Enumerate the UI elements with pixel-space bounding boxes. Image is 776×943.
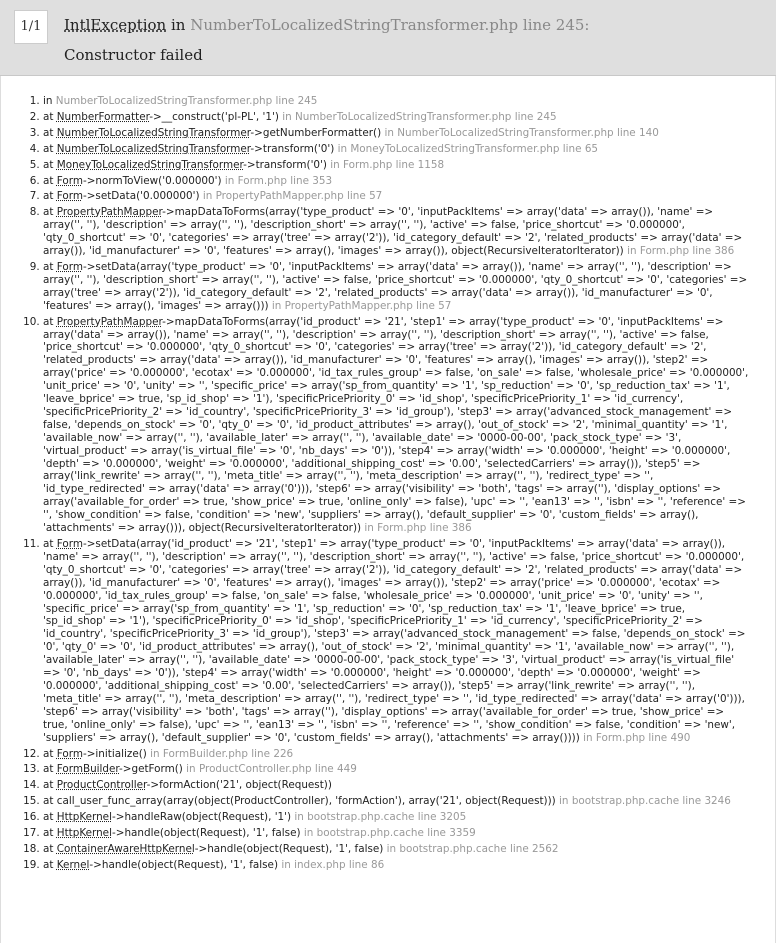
exception-title — [64, 10, 764, 70]
frame-class[interactable]: Kernel — [56, 858, 90, 871]
stack-frame — [43, 827, 749, 840]
frame-separator: -> — [89, 858, 102, 871]
frame-separator: -> — [82, 190, 96, 203]
frame-call: setData(array('type_product' => '0', 'inputPackItems' => array('data' => array()), 'name' => array('', ''), 'description' => array('', ''), 'description_short' => array('', ''), 'active' => false, 'price_shortcut' => '0.000000', 'qty_0_shortcut' => '0', 'categories' => array('tree' => array('2')), 'id_category_default' => '2', 'related_products' => array('data' => array()), 'id_manufacturer' => '0', 'features' => array(), 'images' => array())) — [43, 260, 748, 312]
stack-frame — [43, 748, 749, 761]
stack-frame — [43, 538, 749, 745]
frame-class[interactable]: HttpKernel — [56, 827, 112, 840]
stack-trace-list — [1, 76, 775, 872]
frame-prefix: at — [43, 110, 54, 123]
frame-prefix: at — [43, 827, 54, 840]
frame-prefix: at — [43, 206, 54, 219]
frame-separator: -> — [82, 538, 96, 550]
frame-separator: -> — [82, 260, 96, 273]
frame-call: __construct('pl-PL', '1') — [161, 110, 279, 123]
frame-prefix: at — [43, 260, 54, 273]
frame-call: transform('0') — [255, 158, 327, 171]
stack-frame — [43, 143, 749, 156]
frame-file: in PropertyPathMapper.php line 57 — [202, 190, 383, 203]
frame-call: getNumberFormatter() — [262, 126, 382, 139]
frame-class[interactable]: Form — [56, 260, 83, 273]
stack-frame — [43, 843, 749, 856]
exception-file: NumberToLocalizedStringTransformer.php — [190, 16, 519, 34]
exception-header — [0, 0, 776, 76]
exception-class[interactable]: IntlException — [64, 16, 167, 34]
frame-prefix: at — [43, 811, 54, 824]
frame-separator: -> — [149, 110, 162, 123]
exception-message: Constructor failed — [64, 46, 203, 64]
frame-file: in NumberToLocalizedStringTransformer.php line 140 — [384, 126, 659, 139]
frame-file: in bootstrap.php.cache line 2562 — [386, 842, 559, 855]
frame-class[interactable]: FormBuilder — [56, 763, 120, 776]
frame-call: setData(array('id_product' => '21', 'step1' => array('type_product' => '0', 'inputPackItems' => array('data' => array()), 'name' => array('', ''), 'description' => array('', ''), 'description_short' => array('', ''), 'active' => false, 'price_shortcut' => '0.000000', 'qty_0_shortcut' => '0', 'categories' => array('tree' => array('2')), 'id_category_default' => '2', 'related_products' => array('data' => array()), 'id_manufacturer' => '0', 'features' => array(), 'images' => array()), 'step2' => array('price' => '0.000000', 'ecotax' => '0.000000', 'id_tax_rules_group' => false, 'on_sale' => false, 'wholesale_price' => '0.000000', 'unit_price' => '0', 'unity' => '', 'specific_price' => array('sp_from_quantity' => '1', 'sp_reduction' => '0', 'sp_reduction_tax' => '1', 'leave_bprice' => true, 'sp_id_shop' => '1'), 'specificPricePriority_0' => 'id_shop', 'specificPricePriority_1' => 'id_currency', 'specificPricePriority_2' => 'id_country', 'specificPricePriority_3' => 'id_group'), 'step3' => array('advanced_stock_management' => false, 'depends_on_stock' => '0', 'qty_0' => '0', 'id_product_attributes' => array(), 'out_of_stock' => '2', 'minimal_quantity' => '1', 'available_now' => array('', ''), 'available_later' => array('', ''), 'available_date' => '0000-00-00', 'pack_stock_type' => '3', 'virtual_product' => array('is_virtual_file' => '0', 'nb_days' => '0')), 'step4' => array('width' => '0.000000', 'height' => '0.000000', 'depth' => '0.000000', 'weight' => '0.000000', 'additional_shipping_cost' => '0.00', 'selectedCarriers' => array()), 'step5' => array('link_rewrite' => array('', ''), 'meta_title' => array('', ''), 'meta_description' => array('', ''), 'redirect_type' => '', 'id_type_redirected' => array('data' => array('0'))), 'step6' => array('visibility' => 'both', 'tags' => array(''), 'display_options' => array('available_for_order' => true, 'show_price' => true, 'online_only' => false), 'upc' => '', 'ean13' => '', 'isbn' => '', 'reference' => '', 'show_condition' => false, 'condition' => 'new', 'suppliers' => array(), 'default_supplier' => '0', 'custom_fields' => array(), 'attachments' => array()))) — [43, 538, 746, 744]
frame-call: handle(object(Request), '1', false) — [124, 827, 301, 840]
stack-frame — [43, 795, 749, 808]
frame-prefix: at — [43, 747, 54, 760]
frame-prefix: at — [43, 315, 54, 328]
frame-class[interactable]: Form — [56, 747, 83, 760]
frame-prefix: at — [43, 763, 54, 776]
exception-line: line 245: — [522, 16, 590, 34]
frame-separator: -> — [146, 779, 160, 792]
frame-separator: -> — [111, 811, 125, 824]
frame-call: mapDataToForms(array('id_product' => '21', 'step1' => array('type_product' => '0', 'inputPackItems' => array('data' => array()), 'name' => array('', ''), 'description' => array('', ''), 'description_short' => array('', ''), 'active' => false, 'price_shortcut' => '0.000000', 'qty_0_shortcut' => '0', 'categories' => array('tree' => array('2')), 'id_category_default' => '2', 'related_products' => array('data' => array()), 'id_manufacturer' => '0', 'features' => array(), 'images' => array()), 'step2' => array('price' => '0.000000', 'ecotax' => '0.000000', 'id_tax_rules_group' => false, 'on_sale' => false, 'wholesale_price' => '0.000000', 'unit_price' => '0', 'unity' => '', 'specific_price' => array('sp_from_quantity' => '1', 'sp_reduction' => '0', 'sp_reduction_tax' => '1', 'leave_bprice' => true, 'sp_id_shop' => '1'), 'specificPricePriority_0' => 'id_shop', 'specificPricePriority_1' => 'id_currency', 'specificPricePriority_2' => 'id_country', 'specificPricePriority_3' => 'id_group'), 'step3' => array('advanced_stock_management' => false, 'depends_on_stock' => '0', 'qty_0' => '0', 'id_product_attributes' => array(), 'out_of_stock' => '2', 'minimal_quantity' => '1', 'available_now' => array('', ''), 'available_later' => array('', ''), 'available_date' => '0000-00-00', 'pack_stock_type' => '3', 'virtual_product' => array('is_virtual_file' => '0', 'nb_days' => '0')), 'step4' => array('width' => '0.000000', 'height' => '0.000000', 'depth' => '0.000000', 'weight' => '0.000000', 'additional_shipping_cost' => '0.00', 'selectedCarriers' => array()), 'step5' => array('link_rewrite' => array('', ''), 'meta_title' => array('', ''), 'meta_description' => array('', ''), 'redirect_type' => '', 'id_type_redirected' => array('data' => array('0'))), 'step6' => array('visibility' => 'both', 'tags' => array(''), 'display_options' => array('available_for_order' => true, 'show_price' => true, 'online_only' => false), 'upc' => '', 'ean13' => '', 'isbn' => '', 'reference' => '', 'show_condition' => false, 'condition' => 'new', 'suppliers' => array(), 'default_supplier' => '0', 'custom_fields' => array(), 'attachments' => array())), object(RecursiveIteratorIterator)) — [43, 315, 749, 535]
frame-call: initialize() — [95, 747, 147, 760]
frame-call: transform('0') — [262, 142, 335, 155]
frame-class[interactable]: Form — [56, 174, 83, 187]
frame-prefix: at — [43, 190, 54, 203]
frame-file: in Form.php line 490 — [583, 731, 691, 744]
frame-call: handle(object(Request), '1', false) — [207, 842, 384, 855]
stack-frame — [43, 779, 749, 792]
frame-separator: -> — [243, 158, 256, 171]
frame-prefix: at — [43, 858, 54, 871]
stack-frame — [43, 175, 749, 188]
stack-frame — [43, 95, 749, 108]
frame-class[interactable]: PropertyPathMapper — [56, 315, 163, 328]
frame-separator: -> — [82, 747, 96, 760]
frame-file: in PropertyPathMapper.php line 57 — [271, 299, 452, 312]
frame-prefix: at — [43, 842, 54, 855]
frame-file: in FormBuilder.php line 226 — [150, 747, 294, 760]
frame-call: formAction('21', object(Request)) — [159, 779, 332, 792]
frame-class[interactable]: ContainerAwareHttpKernel — [56, 842, 195, 855]
frame-file: in ProductController.php line 449 — [186, 763, 357, 776]
frame-class[interactable]: HttpKernel — [56, 811, 112, 824]
stack-frame — [43, 159, 749, 172]
frame-class[interactable]: NumberFormatter — [56, 110, 150, 123]
frame-call: call_user_func_array(array(object(ProductController), 'formAction'), array('21', object(Request))) — [56, 795, 556, 808]
stack-frame — [43, 763, 749, 776]
frame-prefix: at — [43, 795, 54, 808]
frame-separator: -> — [250, 142, 263, 155]
frame-separator: -> — [250, 126, 263, 139]
frame-file: in bootstrap.php.cache line 3205 — [294, 811, 467, 824]
frame-file: in Form.php line 386 — [627, 245, 735, 258]
frame-call: handle(object(Request), '1', false) — [101, 858, 278, 871]
frame-class[interactable]: PropertyPathMapper — [56, 206, 163, 219]
exception-in-word: in — [171, 16, 186, 34]
frame-file: in MoneyToLocalizedStringTransformer.php line 65 — [337, 142, 599, 155]
exception-counter: 1/1 — [14, 10, 48, 44]
frame-class[interactable]: Form — [56, 538, 83, 550]
frame-class[interactable]: NumberToLocalizedStringTransformer — [56, 142, 251, 155]
frame-file: in NumberToLocalizedStringTransformer.php line 245 — [282, 110, 557, 123]
stack-frame — [43, 261, 749, 313]
frame-class[interactable]: NumberToLocalizedStringTransformer — [56, 126, 251, 139]
frame-file: NumberToLocalizedStringTransformer.php line 245 — [55, 95, 318, 107]
stack-frame — [43, 190, 749, 203]
frame-prefix: at — [43, 538, 54, 550]
frame-call: normToView('0.000000') — [95, 174, 222, 187]
frame-call: handleRaw(object(Request), '1') — [124, 811, 292, 824]
frame-prefix: at — [43, 158, 54, 171]
frame-separator: -> — [162, 206, 175, 219]
frame-separator: -> — [111, 827, 125, 840]
frame-separator: -> — [162, 315, 175, 328]
frame-file: in bootstrap.php.cache line 3359 — [303, 827, 476, 840]
stack-frame — [43, 206, 749, 258]
stack-frame — [43, 127, 749, 140]
stack-frame — [43, 111, 749, 124]
stack-frame — [43, 811, 749, 824]
stack-frame — [43, 316, 749, 535]
frame-class[interactable]: MoneyToLocalizedStringTransformer — [56, 158, 244, 171]
frame-call: setData('0.000000') — [95, 190, 200, 203]
frame-prefix: at — [43, 779, 54, 792]
frame-prefix: in — [43, 95, 53, 107]
frame-class[interactable]: Form — [56, 190, 83, 203]
frame-prefix: at — [43, 174, 54, 187]
frame-file: in Form.php line 386 — [364, 522, 472, 535]
frame-separator: -> — [194, 842, 208, 855]
frame-prefix: at — [43, 142, 54, 155]
stack-trace — [0, 76, 776, 943]
frame-separator: -> — [119, 763, 132, 776]
frame-file: in bootstrap.php.cache line 3246 — [559, 795, 731, 808]
frame-prefix: at — [43, 126, 54, 139]
frame-file: in Form.php line 1158 — [330, 158, 445, 171]
frame-class[interactable]: ProductController — [56, 779, 147, 792]
frame-separator: -> — [82, 174, 96, 187]
frame-file: in index.php line 86 — [281, 858, 385, 871]
frame-file: in Form.php line 353 — [224, 174, 333, 187]
stack-frame — [43, 859, 749, 872]
frame-call: getForm() — [131, 763, 183, 776]
frame-call: mapDataToForms(array('type_product' => '0', 'inputPackItems' => array('data' => array()), 'name' => array('', ''), 'description' => array('', ''), 'description_short' => array('', ''), 'active' => false, 'price_shortcut' => '0.000000', 'qty_0_shortcut' => '0', 'categories' => array('tree' => array('2')), 'id_category_default' => '2', 'related_products' => array('data' => array()), 'id_manufacturer' => '0', 'features' => array(), 'images' => array()), object(RecursiveIteratorIterator)) — [43, 206, 743, 258]
